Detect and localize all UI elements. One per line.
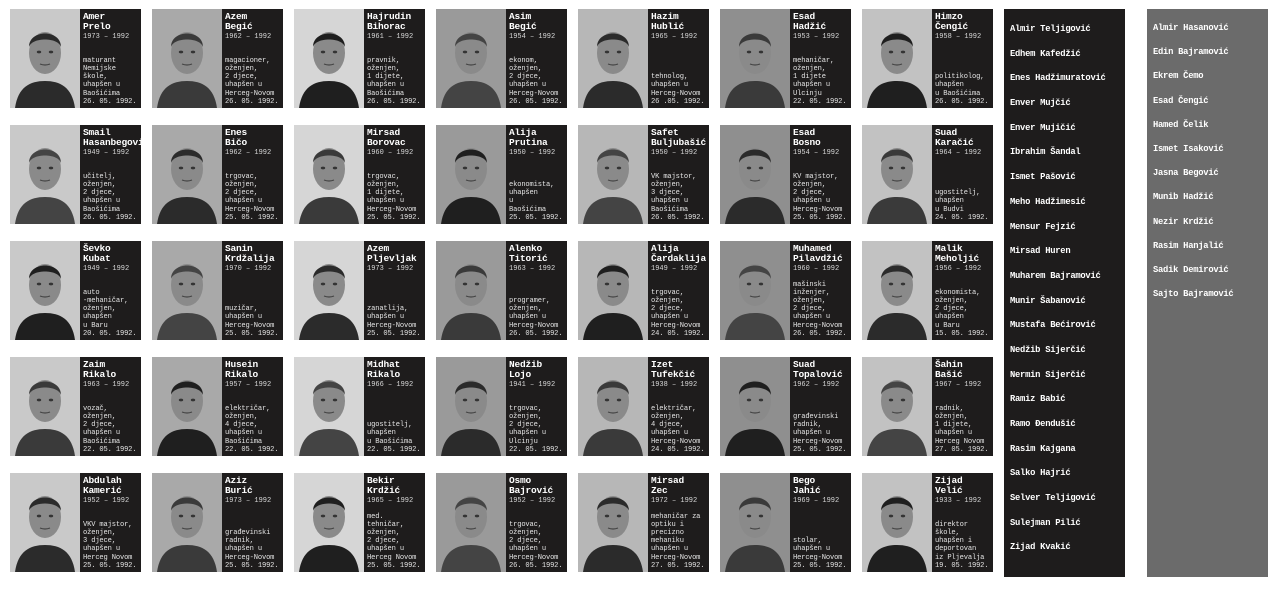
portrait-photo (578, 9, 648, 108)
list-item: Mustafa Bećirović (1010, 320, 1096, 331)
victim-bio: ugostitelj, uhapšen u Budvi 24. 05. 1992. (935, 189, 989, 222)
victim-years: 1938 – 1992 (651, 381, 698, 389)
list-item: Ramo Đendušić (1010, 419, 1076, 429)
victim-bio: mehaničar za optiku i precizno mehaniku uhapšen u Herceg-Novom 27. 05. 1992. (651, 512, 705, 570)
victim-info (790, 473, 851, 572)
portrait-photo (862, 125, 932, 224)
victim-info (364, 9, 425, 108)
victim-card (294, 125, 425, 224)
portrait-photo (862, 9, 932, 108)
victim-years: 1973 – 1992 (225, 497, 272, 505)
victim-name: Izet Tufekčić (651, 359, 696, 380)
victim-years: 1963 – 1992 (509, 265, 556, 273)
victim-info (932, 473, 993, 572)
victim-card (152, 473, 283, 572)
list-item: Mirsad Huren (1010, 246, 1071, 257)
portrait-photo (720, 357, 790, 456)
victim-card (862, 9, 993, 108)
portrait-photo (10, 357, 80, 456)
portrait-photo (294, 473, 364, 572)
victim-card (10, 9, 141, 108)
victim-name: Šahin Bašić (935, 359, 963, 380)
victim-name: Sanin Krdžalija (225, 243, 275, 264)
victim-years: 1962 – 1992 (225, 149, 272, 157)
victim-bio: stolar, uhapšen u Herceg-Novom 25. 05. 1992. (793, 537, 847, 570)
list-item: Nezir Krdžić (1153, 216, 1214, 227)
victim-bio: trgovac, oženjen, 2 djece, uhapšen u Herceg-Novom 25. 05. 1992. (225, 172, 279, 222)
portrait-photo (436, 9, 506, 108)
victim-bio: programer, oženjen, uhapšen u Herceg-Novom 26. 05. 1992. (509, 296, 563, 338)
victim-info (506, 473, 567, 572)
victim-years: 1933 – 1992 (935, 497, 982, 505)
portrait-photo (10, 9, 80, 108)
victim-info (648, 241, 709, 340)
victim-years: 1952 – 1992 (83, 497, 130, 505)
victim-bio: radnik, oženjen, 1 dijete, uhapšen u Herceg Novom 27. 05. 1992. (935, 404, 989, 454)
portrait-photo (720, 241, 790, 340)
portrait-photo (294, 9, 364, 108)
victim-info (364, 241, 425, 340)
victim-info (506, 357, 567, 456)
list-item: Munib Hadžić (1153, 192, 1214, 203)
victim-card (862, 125, 993, 224)
list-item: Edin Bajramović (1153, 47, 1229, 58)
portrait-photo (152, 125, 222, 224)
victim-card (436, 241, 567, 340)
victim-card (862, 241, 993, 340)
victim-card (578, 241, 709, 340)
victim-card (10, 125, 150, 224)
victim-card (294, 473, 425, 572)
victim-years: 1952 – 1992 (509, 497, 556, 505)
portrait-photo (436, 357, 506, 456)
victim-years: 1949 – 1992 (83, 149, 130, 157)
victim-info (790, 125, 851, 224)
portrait-photo (436, 473, 506, 572)
victim-bio: mehaničar, oženjen, 1 dijete uhapšen u Ulcinju 22. 05. 1992. (793, 56, 847, 106)
list-item: Almir Teljigović (1010, 24, 1091, 34)
victim-bio: učitelj, oženjen, 2 djece, uhapšen u Baošićima 26. 05. 1992. (83, 172, 137, 222)
victim-card (862, 473, 993, 572)
victim-name: Bego Jahić (793, 475, 821, 496)
victim-card (720, 473, 851, 572)
portrait-photo (10, 473, 80, 572)
victim-years: 1963 – 1992 (83, 381, 130, 389)
portrait-photo (294, 125, 364, 224)
victim-card (578, 125, 709, 224)
victim-card (10, 473, 141, 572)
victim-years: 1954 – 1992 (793, 149, 840, 157)
victim-info (932, 357, 993, 456)
list-item: Ibrahim Šandal (1010, 147, 1081, 158)
victim-info (932, 9, 993, 108)
portrait-photo (578, 473, 648, 572)
victim-card (720, 241, 851, 340)
victim-name: Ševko Kubat (83, 243, 111, 264)
victim-card (152, 125, 283, 224)
victim-bio: ekonomista, uhapšen u Baošićima 25. 05. 1992. (509, 180, 563, 222)
portrait-photo (294, 357, 364, 456)
names-list-gray (1147, 9, 1268, 577)
victim-years: 1950 – 1992 (651, 149, 698, 157)
victim-info (364, 357, 425, 456)
list-item: Sadik Demirović (1153, 264, 1229, 275)
victim-name: Enes Bičo (225, 127, 248, 148)
list-item: Selver Teljigović (1010, 493, 1096, 504)
portrait-photo (152, 473, 222, 572)
list-item: Enver Mujčić (1010, 98, 1071, 109)
victim-card (720, 357, 851, 456)
victim-name: Hajrudin Bihorac (367, 11, 412, 32)
victim-info (80, 357, 141, 456)
victim-years: 1949 – 1992 (651, 265, 698, 273)
victim-info (222, 125, 283, 224)
victim-info (648, 9, 709, 108)
list-item: Sajto Bajramović (1153, 289, 1234, 300)
victim-bio: mašinski inženjer, oženjen, 2 djece, uhapšen u Herceg-Novom 26. 05. 1992. (793, 280, 847, 338)
victim-info (222, 357, 283, 456)
victim-bio: maturant Nemijske škole, uhapšen u Baošićima 26. 05. 1992. (83, 56, 137, 106)
portrait-photo (862, 473, 932, 572)
victim-years: 1966 – 1992 (367, 381, 414, 389)
portrait-photo (862, 357, 932, 456)
victim-years: 1973 – 1992 (83, 33, 130, 41)
victim-bio: magacioner, oženjen, 2 djece, uhapšen u Herceg-Novom 26. 05. 1992. (225, 56, 279, 106)
victim-bio: auto -mehaničar, oženjen, uhapšen u Baru 20. 05. 1992. (83, 288, 137, 338)
victim-info (222, 473, 283, 572)
portrait-photo (294, 241, 364, 340)
list-item: Enver Mujičić (1010, 122, 1076, 133)
victim-info (80, 241, 141, 340)
victim-bio: građevinski radnik, uhapšen u Herceg-Novom 25. 05. 1992. (793, 412, 847, 454)
victim-bio: tehnolog, uhapšen u Herceg-Novom 26 .05. 1992. (651, 73, 705, 106)
victim-card (152, 241, 283, 340)
victim-card (862, 357, 993, 456)
victim-card (436, 357, 567, 456)
victim-info (222, 241, 283, 340)
victim-years: 1954 – 1992 (509, 33, 556, 41)
victim-card (294, 357, 425, 456)
victim-years: 1967 – 1992 (935, 381, 982, 389)
victim-info (790, 9, 851, 108)
victim-bio: ekonomista, oženjen, 2 djece, uhapšen u Baru 15. 05. 1992. (935, 288, 989, 338)
victim-card (10, 357, 141, 456)
victim-name: Alenko Titorić (509, 243, 548, 264)
victim-name: Azem Pljevljak (367, 243, 417, 264)
list-item: Rasim Kajgana (1010, 443, 1076, 454)
victim-info (506, 125, 567, 224)
victim-card (152, 357, 283, 456)
victim-years: 1958 – 1992 (935, 33, 982, 41)
victim-card (436, 125, 567, 224)
victim-bio: VKV majstor, oženjen, 3 djece, uhapšen u Herceg Novom 25. 05. 1992. (83, 520, 137, 570)
victim-years: 1956 – 1992 (935, 265, 982, 273)
victim-name: Azem Begić (225, 11, 253, 32)
portrait-photo (436, 241, 506, 340)
portrait-photo (578, 357, 648, 456)
portrait-photo (152, 241, 222, 340)
list-item: Almir Hasanović (1153, 23, 1229, 33)
victim-name: Nedžib Lojo (509, 359, 543, 380)
portrait-photo (152, 357, 222, 456)
victim-name: Abdulah Kamerić (83, 475, 122, 496)
victim-bio: muzičar, uhapšen u Herceg-Novom 25. 05. 1992. (225, 305, 279, 338)
victim-name: Safet Buljubašić (651, 127, 707, 148)
victim-info (648, 473, 709, 572)
victim-card (436, 9, 567, 108)
victim-info (790, 241, 851, 340)
victim-years: 1941 – 1992 (509, 381, 556, 389)
victim-name: Asim Begić (509, 11, 537, 32)
list-item: Meho Hadžimesić (1010, 196, 1086, 207)
portrait-photo (10, 241, 80, 340)
victim-name: Mirsad Zec (651, 475, 685, 496)
list-item: Enes Hadžimuratović (1010, 73, 1106, 84)
list-item: Jasna Begović (1153, 168, 1219, 179)
portrait-photo (578, 241, 648, 340)
victim-card (720, 125, 851, 224)
victim-name: Husein Rikalo (225, 359, 259, 380)
victim-bio: trgovac, oženjen, 2 djece, uhapšen u Ulcinju 22. 05. 1992. (509, 404, 563, 454)
list-item: Sulejman Pilić (1010, 517, 1081, 528)
victim-years: 1973 – 1992 (367, 265, 414, 273)
list-item: Rasim Hanjalić (1153, 240, 1224, 251)
victim-info (506, 9, 567, 108)
portrait-photo (152, 9, 222, 108)
victim-card (720, 9, 851, 108)
victim-info (932, 241, 993, 340)
portrait-photo (720, 473, 790, 572)
list-item: Muharem Bajramović (1010, 270, 1101, 281)
victim-years: 1961 – 1992 (367, 33, 414, 41)
victim-name: Zijad Velić (935, 475, 963, 496)
portrait-photo (436, 125, 506, 224)
victim-name: Smail Hasanbegović (83, 127, 150, 148)
list-item: Salko Hajrić (1010, 468, 1071, 479)
victim-bio: vozač, oženjen, 2 djece, uhapšen u Baošićima 22. 05. 1992. (83, 404, 137, 454)
victim-years: 1965 – 1992 (367, 497, 414, 505)
list-item: Hamed Čelik (1153, 119, 1209, 130)
list-item: Ramiz Babić (1010, 394, 1066, 405)
victim-years: 1953 – 1992 (793, 33, 840, 41)
victim-years: 1970 – 1992 (225, 265, 272, 273)
victim-years: 1972 – 1992 (651, 497, 698, 505)
victim-card (294, 241, 425, 340)
victim-bio: električar, oženjen, 4 djece, uhapšen u Herceg-Novom 24. 05. 1992. (651, 404, 705, 454)
victim-name: Malik Meholjić (935, 243, 980, 264)
victim-portrait-grid (10, 9, 998, 581)
list-item: Esad Čengić (1153, 95, 1209, 106)
victim-years: 1962 – 1992 (225, 33, 272, 41)
portrait-photo (720, 9, 790, 108)
victim-card (152, 9, 283, 108)
victim-bio: ugostitelj, uhapšen u Baošićima 22. 05. 1992. (367, 421, 421, 454)
list-item: Nermin Sijerčić (1010, 369, 1086, 380)
victim-card (294, 9, 425, 108)
victim-years: 1964 – 1992 (935, 149, 982, 157)
victim-years: 1949 – 1992 (83, 265, 130, 273)
portrait-photo (10, 125, 80, 224)
victim-years: 1962 – 1992 (793, 381, 840, 389)
victim-bio: trgovac, oženjen, 2 djece, uhapšen u Herceg-Novom 26. 05. 1992. (509, 520, 563, 570)
list-item: Munir Šabanović (1010, 295, 1086, 306)
list-item: Mensur Fejzić (1010, 221, 1076, 232)
victim-bio: politikolog, uhapšen u Baošićima 26. 05. 1992. (935, 73, 989, 106)
victim-years: 1950 – 1992 (509, 149, 556, 157)
list-item: Nedžib Sijerčić (1010, 344, 1086, 355)
victim-name: Bekir Krdžić (367, 475, 401, 496)
victim-info (506, 241, 567, 340)
victim-bio: zanatlija, uhapšen u Herceg-Novom 25. 05. 1992. (367, 305, 421, 338)
victim-info (790, 357, 851, 456)
victim-info (80, 9, 141, 108)
portrait-photo (578, 125, 648, 224)
victim-name: Esad Bosno (793, 127, 821, 148)
victim-info (932, 125, 993, 224)
victim-bio: trgovac, oženjen, 1 dijete, uhapšen u Herceg-Novom 25. 05. 1992. (367, 172, 421, 222)
victim-name: Suad Karačić (935, 127, 974, 148)
victim-card (578, 357, 709, 456)
victim-info (648, 357, 709, 456)
victim-name: Himzo Čengić (935, 11, 969, 32)
victim-years: 1969 – 1992 (793, 497, 840, 505)
victim-card (436, 473, 567, 572)
victim-card (10, 241, 141, 340)
list-item: Ekrem Čemo (1153, 71, 1204, 82)
victim-name: Osmo Bajrović (509, 475, 554, 496)
list-item: Zijad Kvakić (1010, 542, 1071, 553)
list-item: Edhem Kafedžić (1010, 48, 1081, 59)
list-item: Ismet Isaković (1153, 143, 1224, 154)
victim-years: 1960 – 1992 (793, 265, 840, 273)
victim-card (578, 9, 709, 108)
victim-card (578, 473, 709, 572)
victim-bio: građevinski radnik, uhapšen u Herceg-Novom 25. 05. 1992. (225, 528, 279, 570)
victim-name: Zaim Rikalo (83, 359, 117, 380)
victim-info (80, 125, 150, 224)
victim-name: Midhat Rikalo (367, 359, 401, 380)
victim-years: 1965 – 1992 (651, 33, 698, 41)
victim-bio: električar, oženjen, 4 djece, uhapšen u Baošićima 22. 05. 1992. (225, 404, 279, 454)
victim-name: Mirsad Borovac (367, 127, 406, 148)
victim-bio: ekonom, oženjen, 2 djece, uhapšen u Herceg-Novom 26. 05. 1992. (509, 56, 563, 106)
victim-name: Alija Čardaklija (651, 243, 707, 264)
names-list-dark (1004, 9, 1125, 577)
victim-info (364, 125, 425, 224)
victim-bio: VK majstor, oženjen, 3 djece, uhapšen u Baošićima 26. 05. 1992. (651, 172, 705, 222)
victim-name: Aziz Burić (225, 475, 253, 496)
victim-info (80, 473, 141, 572)
victim-bio: direktor škole, uhapšen i deportovan iz Pljevalja 19. 05. 1992. (935, 520, 989, 570)
victim-bio: trgovac, oženjen, 2 djece, uhapšen u Herceg-Novom 24. 05. 1992. (651, 288, 705, 338)
victim-bio: KV majstor, oženjen, 2 djece, uhapšen u Herceg-Novom 25. 05. 1992. (793, 172, 847, 222)
victim-info (648, 125, 709, 224)
victim-name: Amer Prelo (83, 11, 111, 32)
victim-name: Muhamed Pilavdžić (793, 243, 843, 264)
victim-info (364, 473, 425, 572)
list-item: Ismet Pašović (1010, 172, 1076, 183)
victim-bio: med. tehničar, oženjen, 2 djece, uhapšen u Herceg Novom 25. 05. 1992. (367, 512, 421, 570)
portrait-photo (862, 241, 932, 340)
victim-name: Suad Topalović (793, 359, 843, 380)
victim-years: 1960 – 1992 (367, 149, 414, 157)
victim-name: Alija Prutina (509, 127, 548, 148)
victim-name: Hazim Hublić (651, 11, 685, 32)
portrait-photo (720, 125, 790, 224)
victim-name: Esad Hadžić (793, 11, 827, 32)
victim-bio: pravnik, oženjen, 1 dijete, uhapšen u Baošićima 26. 05. 1992. (367, 56, 421, 106)
victim-info (222, 9, 283, 108)
victim-years: 1957 – 1992 (225, 381, 272, 389)
